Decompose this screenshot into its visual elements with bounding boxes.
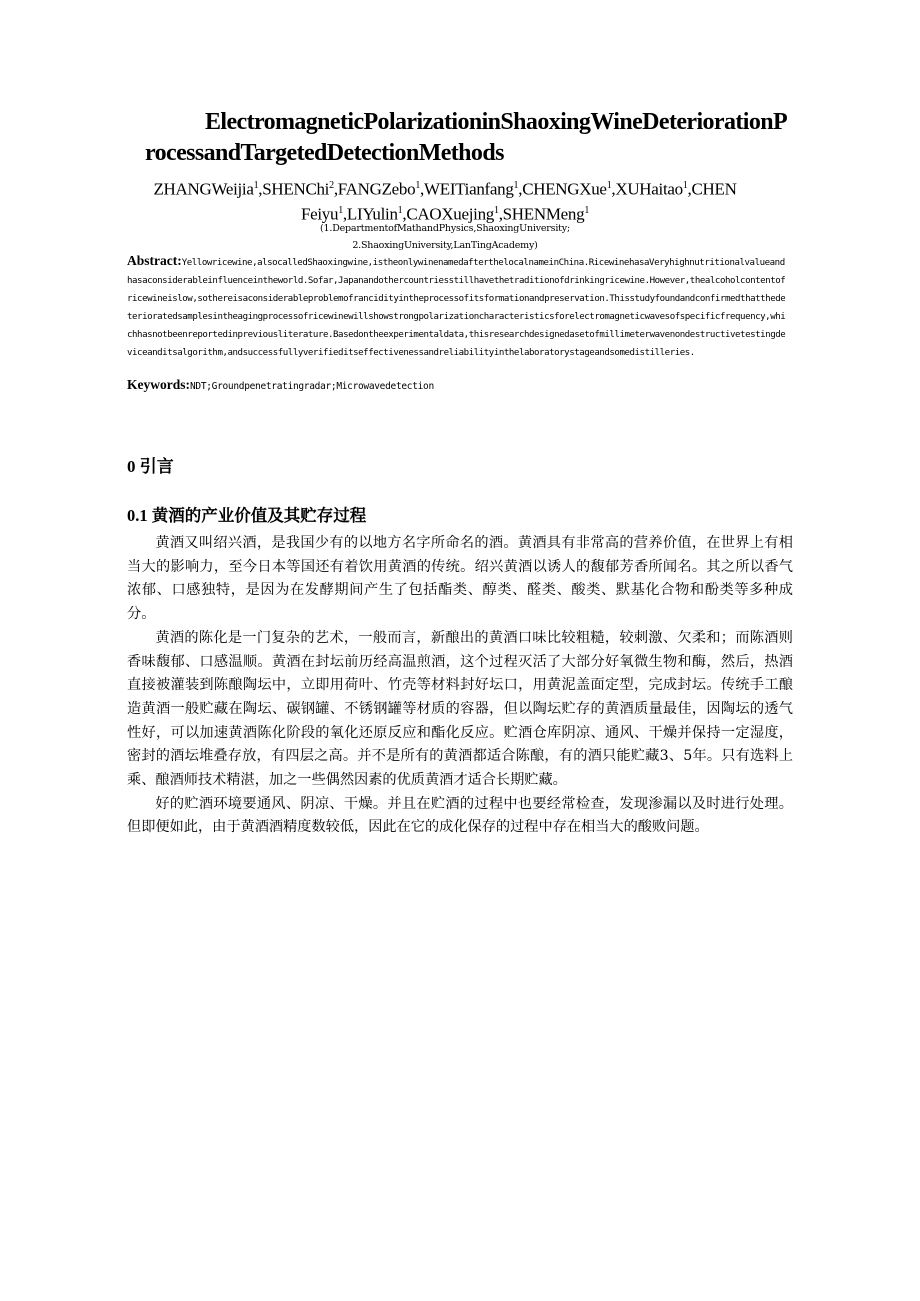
author-affiliation-mark: 1 xyxy=(415,180,421,191)
section-heading-introduction xyxy=(127,456,174,478)
abstract-label: Abstract: xyxy=(127,253,182,268)
author-name: CHENFeiyu xyxy=(300,179,737,224)
author-affiliation-mark: 1 xyxy=(606,180,612,191)
author-name: CHENGXue xyxy=(522,179,607,199)
subsection-number: 0.1 xyxy=(127,506,148,525)
keywords-text: NDT;Groundpenetratingradar;Microwavedetection xyxy=(190,381,434,392)
section-title: 引言 xyxy=(139,457,174,476)
subsection-heading xyxy=(127,505,366,527)
abstract-text: Yellowricewine,alsocalledShaoxingwine,istheonlywinenamedafterthelocalnameinChina.RicewinehasaVeryhighnutritionalvalueandhasaconsiderableinfluenceintheworld.Sofar,Japanandothercountriesstillhavethetraditionofdrinkingricewine.However,thealcoholcontentofricewineislow,sothereisaconsiderableproblemofrancidityintheprocessofitsformationandpreservation.Thisstudyfoundandconfirmedthatthedeterioratedsamplesintheagingprocessofricewinewillshowstrongpolarizationcharacteristicsforelectromagneticwavesofspecificfrequency,whichhasnotbeenreportedinpreviousliterature.Basedontheexperimentaldata,thisresearchdesignedasetofmillimeterwavenondestructivetestingdeviceanditsalgorithm,andsuccessfullyverifieditseffectivenessandreliabilityinthelaboratorystageandsomedistilleries. xyxy=(127,258,786,358)
paragraph: 好的贮酒环境要通风、阴凉、干燥。并且在贮酒的过程中也要经常检查，发现渗漏以及时进行处理。但即便如此，由于黄酒酒精度数较低，因此在它的成化保存的过程中存在相当大的酸败问题。 xyxy=(127,795,793,836)
author-name: WEITianfang xyxy=(423,179,514,199)
author-name: XUHaitao xyxy=(615,179,683,199)
author-affiliation-mark: 1 xyxy=(494,204,499,216)
body-text xyxy=(127,532,793,840)
author-name: ZHANGWeijia xyxy=(153,179,254,199)
subsection-title: 黄酒的产业价值及其贮存过程 xyxy=(151,506,367,525)
author-affiliation-mark: 1 xyxy=(682,180,688,191)
author-affiliation-mark: 1 xyxy=(513,180,519,191)
paragraph: 黄酒的陈化是一门复杂的艺术，一般而言，新酿出的黄酒口味比较粗糙，较刺激、欠柔和；而陈酒则香味馥郁、口感温顺。黄酒在封坛前历经高温煎酒，这个过程灭活了大部分好氧微生物和酶，然后，热酒直接被灌装到陈酿陶坛中，立即用荷叶、竹壳等材料封好坛口，用黄泥盖面定型，完成封坛。传统手工酿造黄酒一般贮藏在陶坛、碳钢罐、不锈钢罐等材质的容器，但以陶坛贮存的黄酒质量最佳，因陶坛的透气性好，可以加速黄酒陈化阶段的氧化还原反应和酯化反应。贮酒仓库阴凉、通风、干燥并保持一定湿度，密封的酒坛堆叠存放，有四层之高。并不是所有的黄酒都适合陈酿，有的酒只能贮藏3、5年。只有选料上乘、酿酒师技术精湛，加之一些偶然因素的优质黄酒才适合长期贮藏。 xyxy=(127,629,793,789)
author-affiliation-mark: 1 xyxy=(253,180,259,191)
author-name: FANGZebo xyxy=(337,179,416,199)
section-number: 0 xyxy=(127,457,136,476)
author-name: LIYulin xyxy=(346,204,398,224)
author-affiliation-mark: 1 xyxy=(397,204,403,216)
author-affiliation-mark: 1 xyxy=(584,204,590,216)
keywords-label: Keywords: xyxy=(127,377,190,392)
author-list: ZHANGWeijia$^1$,SHENChi$^2$,FANGZebo$^1$,WEITianfang$^1$,CHENGXue$^1$,XUHaitao$^1$,CHENFeiyu$^1$,LIYulin$^1$,CAOXuejing$^1$,SHENMeng$^1$ xyxy=(153,179,737,224)
author-name: CAOXuejing xyxy=(406,204,494,224)
keywords xyxy=(127,376,787,396)
paragraph: 黄酒又叫绍兴酒，是我国少有的以地方名字所命名的酒。黄酒具有非常高的营养价值，在世界上有相当大的影响力，至今日本等国还有着饮用黄酒的传统。绍兴黄酒以诱人的馥郁芳香所闻名。其之所以香气浓郁、口感独特，是因为在发酵期间产生了包括酯类、醇类、醛类、酸类、默基化合物和酚类等多种成分。 xyxy=(127,535,793,623)
author-name: SHENChi xyxy=(262,179,330,199)
paper-title: ElectromagneticPolarizationinShaoxingWineDeteriorationProcessandTargetedDetectionMethods xyxy=(145,109,788,166)
author-affiliation-mark: 2 xyxy=(329,180,334,191)
affiliations xyxy=(150,220,740,254)
abstract xyxy=(127,252,787,362)
author-affiliation-mark: 1 xyxy=(338,204,343,216)
affiliation-line: 2.ShaoxingUniversity,LanTingAcademy) xyxy=(352,240,538,251)
author-name: SHENMeng xyxy=(502,204,585,224)
affiliation-line: (1.DepartmentofMathandPhysics,ShaoxingUniversity; xyxy=(320,223,570,234)
